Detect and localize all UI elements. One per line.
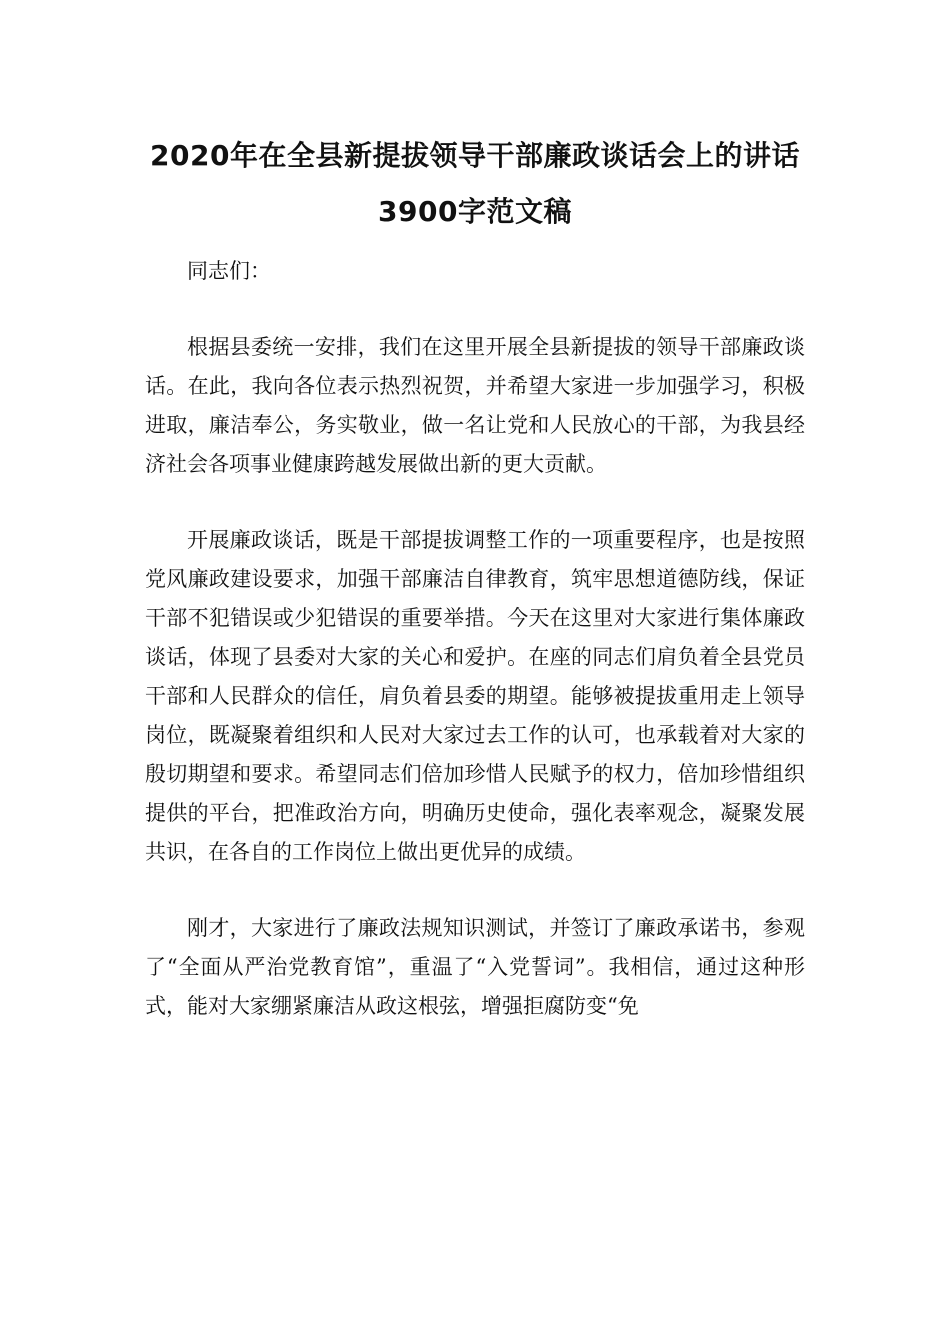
salutation: 同志们： xyxy=(187,259,271,283)
document-body xyxy=(145,252,805,1063)
paragraph-1: 根据县委统一安排，我们在这里开展全县新提拔的领导干部廉政谈话。在此，我向各位表示热烈祝贺，并希望大家进一步加强学习，积极进取，廉洁奉公，务实敬业，做一名让党和人民放心的干部，为我县经济社会各项事业健康跨越发展做出新的更大贡献。 xyxy=(145,335,805,476)
title-line-1: 2020年在全县新提拔领导干部廉政谈话会上的讲话 xyxy=(150,139,800,172)
document-title xyxy=(120,128,830,240)
paragraph-3: 刚才，大家进行了廉政法规知识测试，并签订了廉政承诺书，参观了“全面从严治党教育馆”，重温了“入党誓词”。我相信，通过这种形式，能对大家绷紧廉洁从政这根弦，增强拒腐防变“免 xyxy=(145,916,805,1018)
paragraph-2: 开展廉政谈话，既是干部提拔调整工作的一项重要程序，也是按照党风廉政建设要求，加强干部廉洁自律教育，筑牢思想道德防线，保证干部不犯错误或少犯错误的重要举措。今天在这里对大家进行集体廉政谈话，体现了县委对大家的关心和爱护。在座的同志们肩负着全县党员干部和人民群众的信任，肩负着县委的期望。能够被提拔重用走上领导岗位，既凝聚着组织和人民对大家过去工作的认可，也承载着对大家的殷切期望和要求。希望同志们倍加珍惜人民赋予的权力，倍加珍惜组织提供的平台，把准政治方向，明确历史使命，强化表率观念，凝聚发展共识，在各自的工作岗位上做出更优异的成绩。 xyxy=(145,528,805,864)
title-line-2: 3900字范文稿 xyxy=(378,195,572,228)
